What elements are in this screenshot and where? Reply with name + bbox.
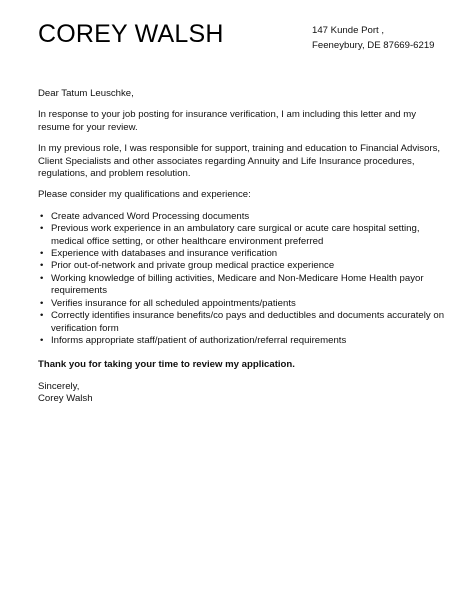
sender-address — [312, 23, 435, 53]
address-line-1: 147 Kunde Port , — [312, 25, 385, 36]
list-item: • Verifies insurance for all scheduled appointments/patients — [51, 298, 448, 310]
paragraph-qualifications-lead: Please consider my qualifications and experience: — [38, 189, 251, 201]
list-item: • Create advanced Word Processing documents — [51, 211, 448, 223]
qualifications-list — [38, 211, 448, 347]
list-item: • Informs appropriate staff/patient of authorization/referral requirements — [51, 335, 448, 347]
list-item: • Correctly identifies insurance benefits/co pays and deductibles and documents accurately on verification form — [51, 310, 448, 335]
paragraph-previous-role: In my previous role, I was responsible for support, training and education to Financial Advisors, Client Specialists and other associates regarding Annuity and Life Insurance procedures, regulations, and problem resolution. — [38, 143, 441, 180]
paragraph-intro: In response to your job posting for insurance verification, I am including this letter and my resume for your review. — [38, 109, 417, 133]
address-line-2: Feeneybury, DE 87669-6219 — [312, 40, 435, 51]
list-item: • Experience with databases and insurance verification — [51, 248, 448, 260]
list-item: • Working knowledge of billing activities, Medicare and Non-Medicare Home Health payor requirements — [51, 273, 448, 298]
thank-you-line: Thank you for taking your time to review my application. — [38, 359, 295, 371]
signature-name: Corey Walsh — [38, 393, 93, 405]
letter-body — [38, 88, 448, 406]
greeting: Dear Tatum Leuschke, — [38, 88, 134, 99]
closing-block — [38, 381, 448, 406]
list-item: • Previous work experience in an ambulatory care surgical or acute care hospital setting, medical office setting, or other healthcare environment preferred — [51, 223, 448, 248]
list-item: • Prior out-of-network and private group medical practice experience — [51, 260, 448, 272]
applicant-name: COREY WALSH — [38, 20, 224, 48]
closing: Sincerely, — [38, 380, 80, 392]
